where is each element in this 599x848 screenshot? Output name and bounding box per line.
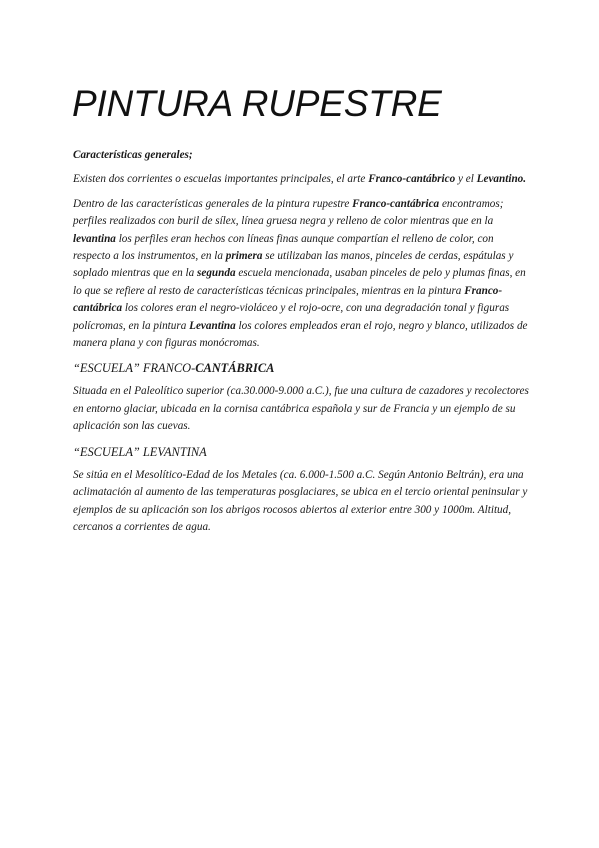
- characteristics-bold-levantina-1: levantina: [73, 232, 116, 245]
- characteristics-text-1: Dentro de las características generales de la pintura rupestre: [73, 197, 353, 210]
- characteristics-text-2: encontramos; perfiles realizados con buril de sílex, línea gruesa negra y relleno de color mientras que en la: [73, 197, 504, 228]
- intro-bold-franco: Franco-cantábrico: [368, 173, 456, 186]
- franco-heading-bold: CANTÁBRICA: [195, 361, 275, 376]
- characteristics-paragraph: [73, 196, 529, 353]
- characteristics-bold-franco-2: Franco-cantábrica: [73, 284, 503, 315]
- characteristics-bold-levantina-2: Levantina: [189, 319, 236, 332]
- franco-cantabrica-heading: [73, 359, 529, 377]
- characteristics-text-5: escuela mencionada, usaban pinceles de pelo y plumas finas, en lo que se refiere al resto de características técnicas principales, mientras en la pintura: [73, 267, 526, 297]
- characteristics-text-3: los perfiles eran hechos con líneas finas aunque compartían el relleno de color, con respecto a los instrumentos, en la: [73, 232, 494, 263]
- document-title: PINTURA RUPESTRE: [72, 83, 442, 124]
- characteristics-text-6: los colores eran el negro-violáceo y el rojo-ocre, con una degradación tonal y figuras polícromas, en la pintura: [73, 302, 510, 332]
- document-body: [73, 147, 529, 543]
- intro-text-2: y el: [455, 173, 477, 186]
- franco-cantabrica-paragraph: Situada en el Paleolítico superior (ca.30.000-9.000 a.C.), fue una cultura de cazadores y recolectores en entorno glaciar, ubicada en la cornisa cantábrica española y sur de Francia y un ejemplo de su aplicación son las cuevas.: [73, 385, 529, 433]
- intro-bold-levantino: Levantino.: [476, 173, 527, 186]
- characteristics-bold-franco-1: Franco-cantábrica: [352, 197, 440, 210]
- intro-text-1: Existen dos corrientes o escuelas importantes principales, el arte: [73, 173, 369, 186]
- characteristics-text-7: los colores empleados eran el rojo, negro y blanco, utilizados de manera plana y con figuras monócromas.: [73, 319, 528, 350]
- characteristics-text-4: se utilizaban las manos, pinceles de cerdas, espátulas y soplado mientras que en la: [73, 250, 514, 280]
- levantina-heading: “ESCUELA” LEVANTINA: [73, 444, 207, 459]
- characteristics-bold-segunda: segunda: [197, 267, 236, 280]
- levantina-paragraph: Se sitúa en el Mesolítico-Edad de los Metales (ca. 6.000-1.500 a.C. Según Antonio Beltrán), era una aclimatación al aumento de las temperaturas posglaciares, se ubica en el tercio oriental peninsular y ejemplos de su aplicación son los abrigos rocosos abiertos al exterior entre 300 y 1000m. Altitud, cercanos a corrientes de agua.: [73, 468, 528, 533]
- franco-heading-prefix: “ESCUELA” FRANCO-: [73, 361, 196, 376]
- general-characteristics-heading: Características generales;: [73, 149, 193, 161]
- characteristics-bold-primera: primera: [225, 250, 263, 263]
- intro-paragraph: [73, 171, 529, 188]
